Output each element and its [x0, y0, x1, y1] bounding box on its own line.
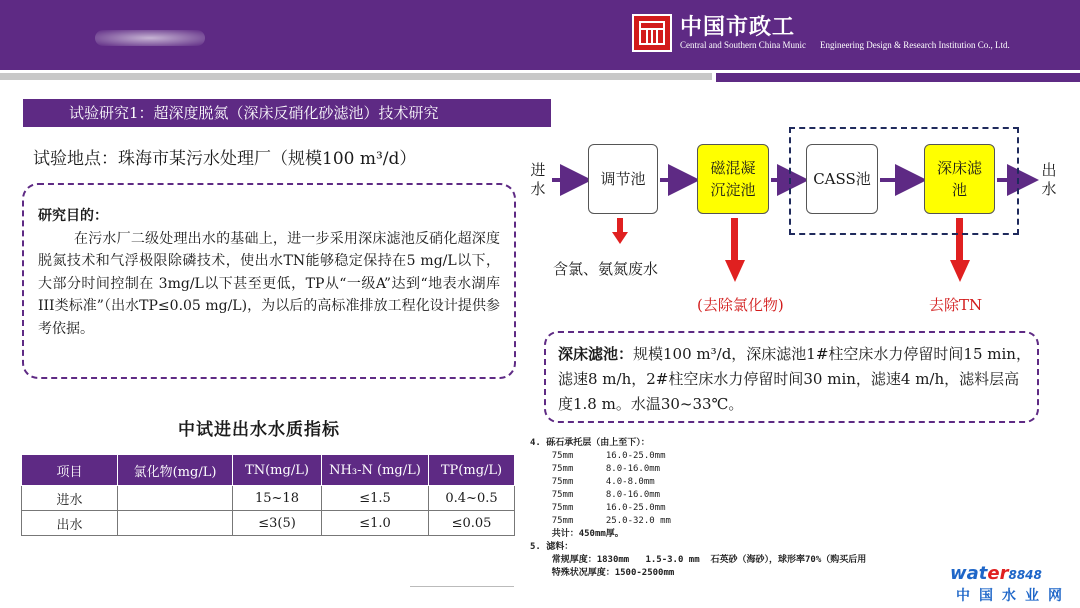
table-cell	[118, 511, 233, 536]
label-remove-tn: 去除TN	[929, 296, 983, 314]
footer-rule	[410, 586, 514, 587]
node-regulation-tank: 调节池	[588, 144, 658, 214]
table-cell	[118, 486, 233, 511]
deep-bed-filter-box	[544, 331, 1039, 423]
spec-layer-row: 75mm 8.0-16.0mm	[551, 464, 661, 474]
watermark-brand-b: er	[987, 563, 1009, 584]
spec-layer-row: 75mm 4.0-8.0mm	[551, 477, 655, 487]
flow-outlet-label: 出水	[1041, 161, 1057, 198]
node-cass: CASS池	[806, 144, 878, 214]
water-quality-table	[21, 454, 515, 536]
spec-layer-row: 75mm 16.0-25.0mm	[551, 503, 666, 513]
spec-special-thickness: 特殊状况厚度：1500-2500mm	[551, 568, 675, 578]
deep-bed-text: 规模100 m³/d，深床滤池1#柱空床水力停留时间15 min，滤速8 m/h，2#柱空床水力停留时间30 min，滤速4 m/h，滤料层高度1.8 m。水温30~33℃。	[558, 345, 1031, 413]
watermark-brand-c: 8848	[1008, 568, 1042, 582]
test-site-line: 试验地点：珠海市某污水处理厂（规模100 m³/d）	[33, 149, 417, 169]
purpose-label: 研究目的：	[38, 208, 108, 224]
purpose-body: 在污水厂二级处理出水的基础上，进一步采用深床滤池反硝化超深度脱氮技术和气浮极限除磷技术，使出水TN能够稳定保持在5 mg/L以下，大部分时间控制在 3mg/L以下甚至更低，TP从“一级A”达到“地表水湖库III类标准”（出水TP≤0.05 mg/L)，为以后的高标准排放工程化设计提供参考依据。	[38, 230, 500, 337]
table-row	[22, 511, 515, 536]
spec-normal-thickness: 常规厚度：1830mm 1.5-3.0 mm 石英砂（海砂），球形率70%（购买后用	[551, 555, 867, 565]
watermark-brand-a: wat	[950, 563, 988, 584]
table-header-row	[22, 455, 515, 486]
table-cell: 0.4~0.5	[429, 486, 515, 511]
table-header-cell: TP(mg/L)	[429, 455, 515, 486]
label-remove-chloride: (去除氯化物)	[697, 296, 784, 314]
table-header-cell: TN(mg/L)	[233, 455, 322, 486]
table-cell: ≤3(5)	[233, 511, 322, 536]
spec-heading-5: 5. 滤料：	[530, 542, 574, 552]
node-deep-bed-filter: 深床滤池	[924, 144, 995, 214]
table-cell: ≤1.5	[322, 486, 429, 511]
spec-total: 共计：450mm厚。	[551, 529, 624, 539]
table-cell: 进水	[22, 486, 118, 511]
site-watermark	[950, 563, 1042, 584]
deep-bed-label: 深床滤池：	[558, 345, 634, 363]
spec-layer-row: 75mm 16.0-25.0mm	[551, 451, 666, 461]
table-header-cell: NH₃-N (mg/L)	[322, 455, 429, 486]
table-cell: 出水	[22, 511, 118, 536]
table-row	[22, 486, 515, 511]
table-title: 中试进出水水质指标	[178, 420, 340, 440]
arrow-down-magnetic	[725, 218, 745, 282]
arrow-down-regulation	[612, 218, 628, 244]
section-title: 试验研究1：超深度脱氮（深床反硝化砂滤池）技术研究	[23, 99, 551, 127]
spec-layer-row: 75mm 8.0-16.0mm	[551, 490, 661, 500]
table-header-cell: 氯化物(mg/L)	[118, 455, 233, 486]
label-below-regulation: 含氯、氨氮废水	[553, 260, 659, 278]
spec-layer-row: 75mm 25.0-32.0 mm	[551, 516, 671, 526]
watermark-subtitle: 中国水业网	[956, 588, 1071, 604]
flow-inlet-label: 进水	[530, 161, 546, 198]
table-header-cell: 项目	[22, 455, 118, 486]
spec-heading-4: 4. 砾石承托层（由上至下）：	[530, 438, 650, 448]
brand-english-part2: Engineering Design & Research Institution Co., Ltd.	[819, 40, 1010, 50]
brand-name: 中国市政工	[680, 15, 796, 40]
node-magnetic-coagulation: 磁混凝沉淀池	[697, 144, 769, 214]
table-cell: ≤1.0	[322, 511, 429, 536]
table-cell: ≤0.05	[429, 511, 515, 536]
brand-english-part1: Central and Southern China Munic	[680, 40, 806, 50]
filter-spec-snippet	[530, 437, 866, 580]
table-cell: 15~18	[233, 486, 322, 511]
